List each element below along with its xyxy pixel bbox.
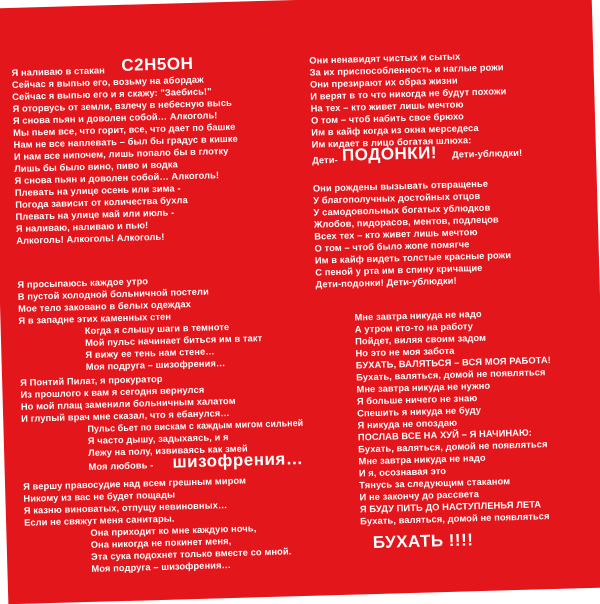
lyric-line: Нам не все наплевать – был бы градус в кишке	[13, 133, 238, 150]
lyric-line: У самодовольных богатых ублюдков	[313, 202, 491, 218]
lyric-line: Пульс бьет по вискам с каждым мигом сильней	[87, 417, 304, 434]
lyric-line: Я в западне этих каменных стен	[18, 311, 172, 326]
lyric-line: Спешить я никуда не буду	[357, 404, 482, 419]
lyric-line: Я вершу правосудие над всем грешным миром	[22, 475, 247, 492]
lyric-line: Бухать, валяться, домой не появляться	[356, 367, 546, 383]
lyric-line: Погода зависит от количества бухла	[15, 195, 189, 210]
lyric-line: Бухать, валяться, домой не появляться	[358, 439, 548, 455]
lyric-line: Им в кайф видеть толстые красные рожи	[314, 250, 512, 266]
lyric-line: О том – чтоб набить свое брюхо	[310, 111, 464, 126]
lyric-line: Лежу на полу, извиваясь как змей	[88, 443, 248, 458]
lyric-line: Мы пьем все, что горит, все, что дает по башке	[13, 121, 236, 138]
lyric-line: Моя подруга – шизофрения…	[91, 560, 232, 574]
podonki-heading: ПОДОНКИ!	[341, 143, 438, 165]
lyric-line: Им кидает в лицо богатая шлюха:	[311, 135, 472, 150]
lyric-line: Лишь бы было вино, пиво и водка	[14, 159, 178, 174]
lyric-line: Всех тех – кто живет лишь мечтою	[314, 227, 478, 242]
lyric-line: За их приспособленность и наглые рожи	[309, 62, 504, 78]
lyric-line: Жлобов, пидорасов, ментов, подлецов	[313, 214, 499, 230]
bukhat-heading: БУХАТЬ !!!!	[372, 530, 474, 553]
lyric-line: И верят в то что никогда не будут похожи	[310, 86, 507, 102]
schizophrenia-heading: шизофрения…	[172, 448, 304, 472]
lyric-line: В пустой холодной больничной постели	[17, 286, 209, 302]
lyric-line: Они презирают их образ жизни	[309, 75, 458, 90]
lyric-line: Я часто дышу, задыхаясь, и я	[87, 432, 229, 446]
lyric-line: Эта сука подохнет только вместе со мной.	[90, 546, 292, 562]
lyric-line: Если не свяжут меня санитары.	[23, 513, 175, 528]
lyric-line: Пойдет, виляя своим задом	[355, 332, 487, 347]
lyric-line: С пеной у рта им в спину кричащие	[315, 262, 483, 278]
lyric-line: О том – чтоб было жопе помягче	[314, 239, 470, 254]
lyric-line: И я, осознавая это	[358, 465, 447, 479]
lyric-line: Когда я слышу шаги в темноте	[84, 321, 230, 337]
lyric-line: А утром кто-то на работу	[354, 321, 474, 335]
lyric-line: Но мой плащ заменили больничным халатом	[20, 395, 236, 412]
lyric-line: И нам все нипочем, лишь попало бы в глотку	[13, 145, 229, 162]
lyric-line: Я казню виноватых, отпущу невиновных…	[23, 500, 228, 516]
lyric-line: Я оторвусь от земли, взлечу в небесную высь	[12, 97, 232, 114]
formula-title: C2H5OH	[121, 53, 194, 75]
lyric-line: Сейчас я выпью его, возьму на абордаж	[11, 74, 204, 90]
lyric-line: Тянусь за следующим стаканом	[359, 476, 511, 491]
lyric-line: Она никогда не покинет меня,	[90, 536, 232, 550]
lyric-line: Я просыпаюсь каждое утро	[17, 276, 149, 290]
lyric-line: Дети-подонки! Дети-ублюдки!	[315, 275, 457, 290]
lyric-line: Мне завтра никуда не нужно	[356, 380, 491, 395]
lyric-line: У благополучных достойных отцов	[313, 190, 481, 206]
lyric-line: Дети-ублюдки!	[451, 147, 523, 160]
lyric-line: Дети-	[311, 154, 338, 166]
lyric-line: И не закончу до рассвета	[359, 489, 480, 503]
lyric-line: Алкоголь! Алкоголь! Алкоголь!	[16, 231, 165, 246]
lyric-line: Мне завтра никуда не надо	[354, 308, 482, 323]
lyric-line: ПОСЛАВ ВСЕ НА ХУЙ – Я НАЧИНАЮ:	[357, 427, 533, 443]
lyric-line: Но это не моя забота	[355, 345, 455, 359]
lyric-line: БУХАТЬ, ВАЛЯТЬСЯ – ВСЯ МОЯ РАБОТА!	[355, 355, 552, 371]
lyric-line: Я больше ничего не знаю	[356, 393, 478, 407]
lyric-line: Я снова пьян и доволен собой… Алкоголь!	[14, 170, 220, 186]
lyric-line: Плевать на улице осень или зима -	[14, 183, 181, 198]
lyric-line: Мне завтра никуда не надо	[358, 452, 486, 467]
lyric-line: И глупый врач мне сказал, что я ебанулся…	[21, 408, 230, 424]
lyric-line: Мое тело заковано в белых одеждах	[17, 299, 192, 314]
lyric-line: Никому из вас не будет пощады	[23, 489, 176, 504]
lyric-line: Моя подруга – шизофрения…	[85, 358, 226, 373]
lyric-line: Плевать на улице май или июль -	[15, 207, 175, 222]
lyric-line: Она приходит ко мне каждую ночь,	[90, 523, 257, 538]
lyric-line: Я никуда не опоздаю	[357, 417, 458, 431]
lyric-line: Я БУДУ ПИТЬ ДО НАСТУПЛЕНЬЯ ЛЕТА	[359, 499, 542, 515]
lyric-line: Они ненавидят чистых и сытых	[309, 51, 461, 66]
lyric-line: Из прошлого к вам я сегодня вернулся	[20, 384, 205, 400]
lyric-line: Мой пульс начинает биться им в такт	[84, 333, 263, 349]
lyric-line: Им в кайф когда из окна мерседеса	[311, 122, 479, 138]
lyric-line: Моя любовь -	[88, 460, 154, 472]
lyric-line: Я вижу ее тень нам стене…	[85, 346, 215, 361]
lyric-line: Я наливаю в стакан	[11, 65, 106, 78]
lyric-line: Сейчас я выпью его и я скажу: "Заебись!"	[12, 86, 212, 102]
lyric-line: Я снова пьян и доволен собой… Алкоголь!	[12, 110, 218, 126]
lyric-line: Бухать, валяться, домой не появляться	[360, 511, 550, 527]
lyric-line: На тех – кто живет лишь мечтою	[310, 99, 464, 114]
lyric-line: Я наливаю, наливаю и пью!	[15, 220, 149, 234]
lyric-line: Я Понтий Пилат, я прокуратор	[20, 373, 163, 388]
lyric-line: Они рождены вызывать отвращенье	[312, 178, 489, 194]
